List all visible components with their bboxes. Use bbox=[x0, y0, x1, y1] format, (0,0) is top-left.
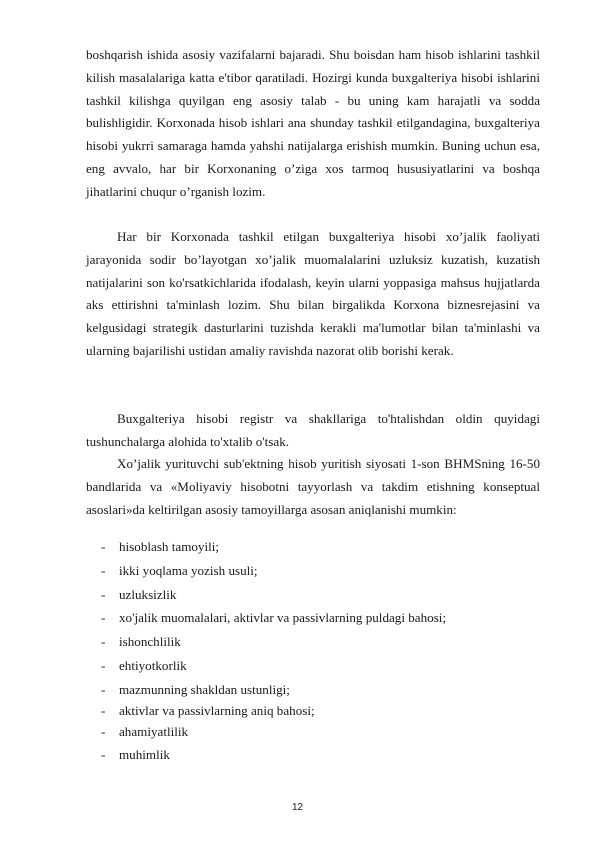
list-item-text: muhimlik bbox=[119, 747, 170, 763]
list-item bbox=[101, 720, 541, 744]
list-item-text: uzluksizlik bbox=[119, 586, 177, 602]
paragraph-3: Buxgalteriya hisobi registr va shakllariga to'htalishdan oldin quyidagi tushunchalarga alohida to'xtalib o'tsak. bbox=[86, 411, 540, 449]
list-dash: - bbox=[101, 610, 106, 626]
list-item-text: mazmunning shakldan ustunligi; bbox=[119, 681, 290, 697]
list-item bbox=[101, 654, 541, 678]
list-item-text: ikki yoqlama yozish usuli; bbox=[119, 562, 258, 578]
list-item-text: ahamiyatlilik bbox=[119, 723, 189, 739]
paragraph-4: Xo’jalik yurituvchi sub'ektning hisob yuritish siyosati 1-son BHMSning 16-50 bandlarida va «Moliyaviy hisobotni tayyorlash va takdim etishning konseptual asoslari»da keltirilgan asosiy tamoyillarga asosan aniqlanishi mumkin: bbox=[86, 456, 540, 517]
list-item-text: aktivlar va passivlarning aniq bahosi; bbox=[119, 702, 315, 718]
list-item bbox=[101, 630, 541, 654]
list-item bbox=[101, 743, 541, 767]
list-dash: - bbox=[101, 539, 106, 554]
list-item bbox=[101, 606, 541, 630]
list-item bbox=[101, 702, 541, 720]
list-dash: - bbox=[101, 723, 106, 739]
list-item bbox=[101, 535, 541, 559]
list-item bbox=[101, 559, 541, 583]
list-item-text: ishonchlilik bbox=[119, 634, 181, 650]
list-item bbox=[101, 678, 541, 702]
list-dash: - bbox=[101, 657, 106, 673]
paragraph-1: boshqarish ishida asosiy vazifalarni bajaradi. Shu boisdan ham hisob ishlarini tashkil kilish masalalariga katta e'tibor qaratiladi. Hozirgi kunda buxgalteriya hisobi ishlarini tashkil kilishga quyilgan eng asosiy talab - bu uning kam harajatli va sodda bulishligidir. Korxonada hisob ishlari ana shunday tashkil etilgandagina, buxgalteriya hisobi yukrri samaraga hamda yahshi natijalarga erishish mumkin. Buning uchun esa, eng avvalo, har bir Korxonaning o’ziga xos tarmoq hususiyatlarini va boshqa jihatlarini chuqur o’rganish lozim. bbox=[86, 47, 540, 199]
list-dash: - bbox=[101, 747, 106, 763]
list-dash: - bbox=[101, 562, 106, 578]
paragraph-2: Har bir Korxonada tashkil etilgan buxgalteriya hisobi xo’jalik faoliyati jarayonida sodir bo’layotgan xo’jalik muomalalarini uzluksiz kuzatish, kuzatish natijalarini son ko'rsatkichlarida ifodalash, keyin ularni yoppasiga mahsus hujjatlarda aks ettirishni ta'minlash lozim. Shu bilan birgalikda Korxona biznesrejasini va kelgusidagi strategik dasturlarini tuzishda kerakli ma'lumotlar bilan ta'minlashi va ularning bajarilishi ustidan amaliy ravishda nazorat olib borishi kerak. bbox=[86, 229, 540, 358]
list-dash: - bbox=[101, 586, 106, 602]
list-dash: - bbox=[101, 702, 106, 718]
page-number: 12 bbox=[291, 802, 304, 813]
list-dash: - bbox=[101, 634, 106, 650]
list-item bbox=[101, 583, 541, 607]
list-item-text: hisoblash tamoyili; bbox=[119, 539, 220, 554]
list-item-text: xo'jalik muomalalari, aktivlar va passivlarning puldagi bahosi; bbox=[119, 610, 447, 626]
principles-list bbox=[101, 535, 541, 767]
list-item-text: ehtiyotkorlik bbox=[119, 657, 187, 673]
list-dash: - bbox=[101, 681, 106, 697]
